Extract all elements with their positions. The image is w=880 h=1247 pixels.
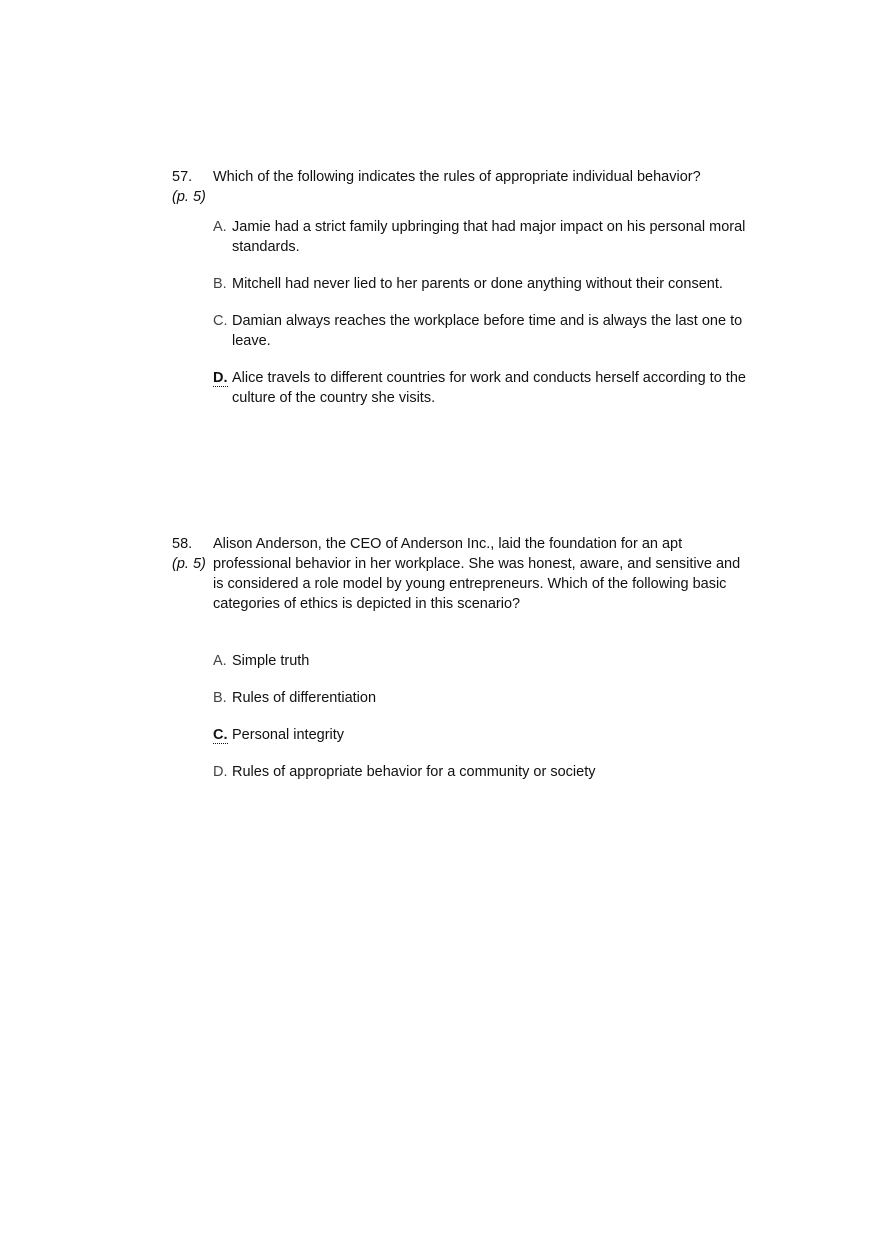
question-number: 58. — [172, 536, 193, 552]
option-c — [213, 311, 753, 351]
correct-option-letter: C. — [213, 727, 228, 743]
option-letter: B. — [213, 690, 227, 706]
answer-options — [213, 651, 753, 782]
option-text: Alice travels to different countries for work and conducts herself according to the culture of the country she visits. — [232, 370, 746, 406]
option-b — [213, 274, 753, 294]
question-text: Alison Anderson, the CEO of Anderson Inc., laid the foundation for an apt professional behavior in her workplace. She was honest, aware, and sensitive and is considered a role model by young entrepreneurs. Which of the following basic categories of ethics is depicted in this scenario? — [213, 536, 741, 612]
correct-option-letter: D. — [213, 370, 228, 386]
question-header — [172, 167, 752, 205]
option-d — [213, 762, 753, 782]
option-a — [213, 651, 753, 671]
option-b — [213, 688, 753, 708]
answer-options — [213, 217, 753, 408]
question-header — [172, 534, 752, 614]
option-letter: A. — [213, 219, 227, 235]
page-reference: (p. 5) — [172, 189, 206, 205]
option-letter: D. — [213, 764, 228, 780]
option-c — [213, 725, 753, 745]
option-text: Mitchell had never lied to her parents or done anything without their consent. — [232, 276, 723, 292]
option-a — [213, 217, 753, 257]
question-text: Which of the following indicates the rules of appropriate individual behavior? — [213, 169, 701, 185]
option-d — [213, 368, 753, 408]
option-letter: B. — [213, 276, 227, 292]
option-letter: C. — [213, 313, 228, 329]
option-text: Damian always reaches the workplace before time and is always the last one to leave. — [232, 313, 743, 349]
question-57 — [172, 167, 752, 425]
option-text: Simple truth — [232, 653, 310, 669]
option-text: Jamie had a strict family upbringing that had major impact on his personal moral standards. — [232, 219, 746, 255]
option-text: Rules of appropriate behavior for a community or society — [232, 764, 596, 780]
question-number: 57. — [172, 169, 193, 185]
option-text: Rules of differentiation — [232, 690, 377, 706]
option-letter: A. — [213, 653, 227, 669]
page-reference: (p. 5) — [172, 556, 206, 572]
question-58 — [172, 534, 752, 799]
option-text: Personal integrity — [232, 727, 345, 743]
